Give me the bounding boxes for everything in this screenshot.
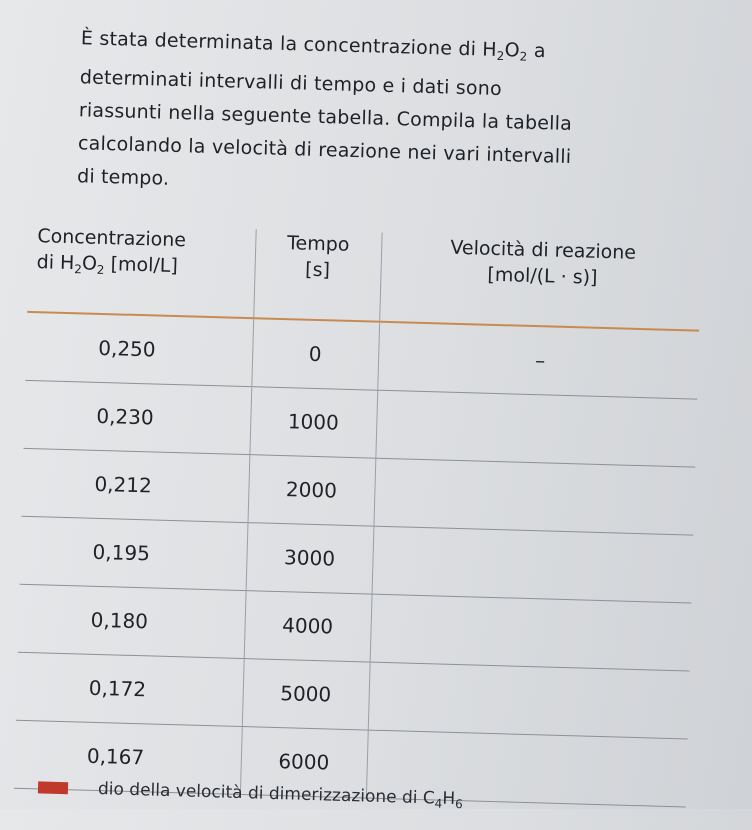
concentration-cell: 0,172 [88,675,147,702]
intro-line-2: determinati intervalli di tempo e i dati sono [79,66,503,101]
rate-cell[interactable] [376,527,694,603]
next-exercise-snippet: dio della velocità di dimerizzazione di $C_4H_6$ [38,777,463,811]
time-cell: 1000 [287,409,340,435]
rate-table [14,223,702,808]
header-time: Tempo [s] [286,232,350,282]
table-body [14,313,699,808]
intro-line-3: riassunti nella seguente tabella. Compila la tabella [78,99,573,136]
intro-line-5: di tempo. [76,165,170,190]
concentration-cell: 0,212 [94,471,153,498]
time-cell: 6000 [278,749,330,775]
intro-line-1: È stata determinata la concentrazione di $H_2O_2$ a [80,27,547,64]
time-cell: 4000 [281,613,334,639]
rate-cell[interactable]: – [534,348,546,373]
concentration-cell: 0,180 [90,607,149,634]
time-cell: 0 [308,341,322,367]
exercise-number-badge [38,781,68,794]
intro-line-4: calcolando la velocità di reazione nei vari intervalli [77,132,572,169]
concentration-cell: 0,167 [86,743,145,770]
concentration-cell: 0,230 [96,403,155,430]
header-rate: Velocità di reazione [mol/(L · s)] [450,236,637,289]
rate-cell[interactable] [377,459,695,535]
exercise-text [77,22,682,210]
time-cell: 5000 [279,681,332,707]
rate-cell[interactable] [374,595,692,671]
rate-cell[interactable] [379,391,697,467]
time-cell: 3000 [283,545,336,571]
header-concentration: Concentrazione di $H_2O_2$ [mol/L] [36,225,187,278]
rate-cell[interactable] [372,663,690,739]
concentration-cell: 0,250 [97,335,156,362]
concentration-cell: 0,195 [92,539,151,566]
time-cell: 2000 [285,477,338,503]
